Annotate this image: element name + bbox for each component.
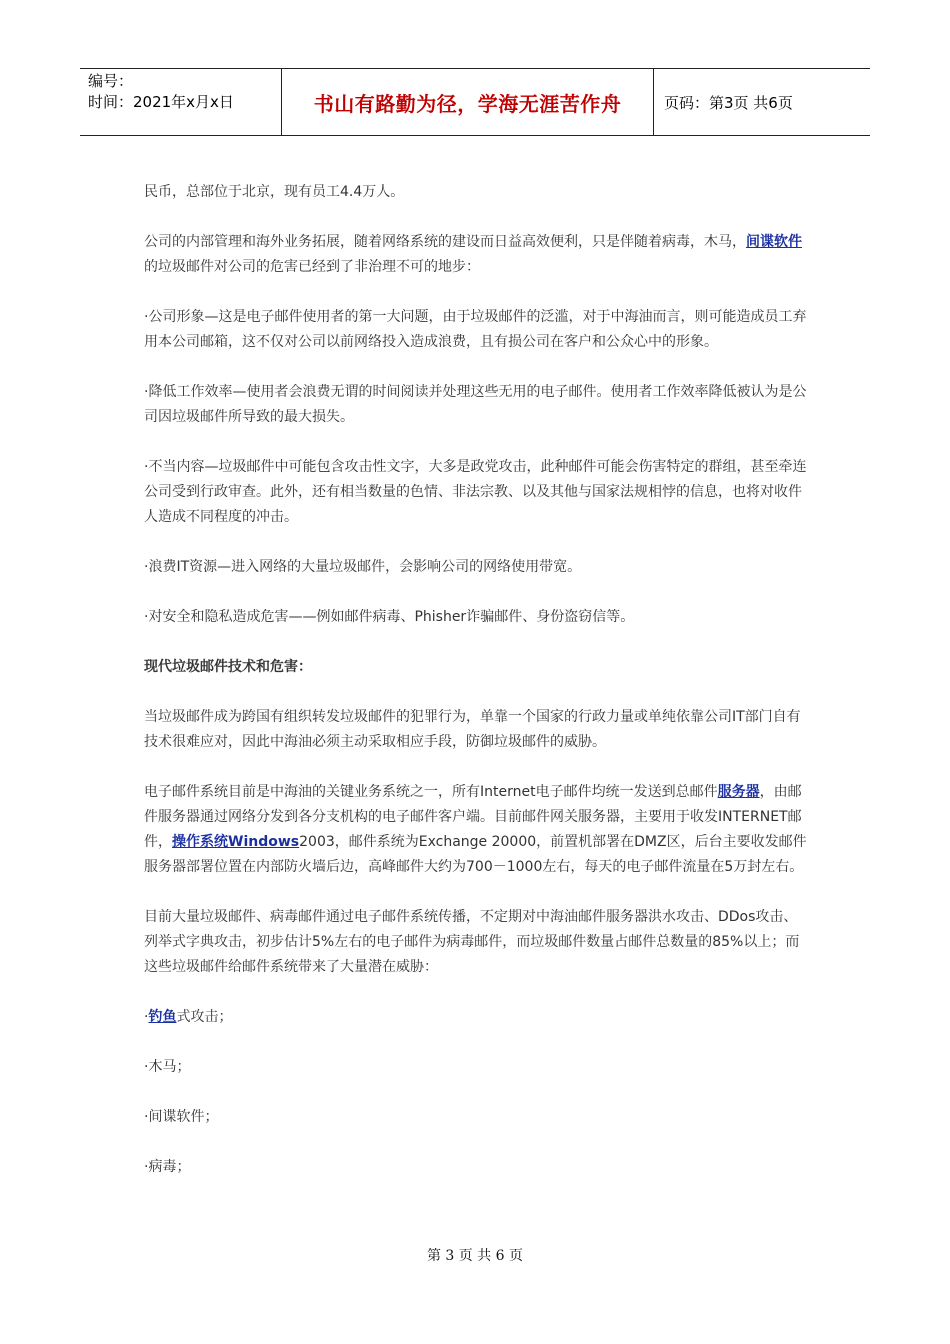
- time-label: 时间：2021年x月x日: [88, 93, 234, 111]
- bullet: ·: [144, 1009, 149, 1025]
- page-header: [80, 68, 870, 136]
- text: ，由邮件服务器通过网络分发到各分支机构的电子邮件客户端。目前邮件网关服务器，主要用于收发INTERNET邮件，: [144, 784, 802, 850]
- list-item: ·木马；: [144, 1059, 191, 1075]
- number-label: 编号：: [88, 72, 134, 90]
- list-item: ·病毒；: [144, 1159, 191, 1175]
- text: 的垃圾邮件对公司的危害已经到了非治理不可的地步：: [144, 259, 480, 275]
- spyware-link[interactable]: 间谍软件: [746, 234, 802, 250]
- document-body: [144, 180, 808, 1205]
- page-info: 页码：第3页 共6页: [664, 93, 793, 112]
- list-item: ·间谍软件；: [144, 1109, 219, 1125]
- server-link[interactable]: 服务器: [717, 784, 760, 800]
- paragraph: [144, 230, 808, 280]
- text: 公司的内部管理和海外业务拓展，随着网络系统的建设而日益高效便利，只是伴随着病毒，木马，: [144, 234, 746, 250]
- text: 电子邮件系统目前是中海油的关键业务系统之一，所有Internet电子邮件均统一发送到总邮件: [144, 784, 718, 800]
- header-meta: [80, 69, 282, 135]
- paragraph: ·对安全和隐私造成危害——例如邮件病毒、Phisher诈骗邮件、身份盗窃信等。: [144, 609, 635, 625]
- section-heading: 现代垃圾邮件技术和危害：: [144, 659, 312, 675]
- paragraph: ·不当内容—垃圾邮件中可能包含攻击性文字，大多是政党攻击，此种邮件可能会伤害特定的群组，甚至牵连公司受到行政审查。此外，还有相当数量的色情、非法宗教、以及其他与国家法规相悖的信息，也将对收件人造成不同程度的冲击。: [144, 459, 807, 525]
- paragraph: 民币，总部位于北京，现有员工4.4万人。: [144, 184, 405, 200]
- os-windows-link[interactable]: 操作系统Windows: [172, 834, 300, 850]
- text: 式攻击；: [176, 1009, 233, 1025]
- paragraph: ·公司形象—这是电子邮件使用者的第一大问题，由于垃圾邮件的泛滥，对于中海油而言，则可能造成员工弃用本公司邮箱，这不仅对公司以前网络投入造成浪费，且有损公司在客户和公众心中的形象。: [144, 309, 807, 350]
- footer-page-number: 第 3 页 共 6 页: [426, 1248, 524, 1264]
- phishing-link[interactable]: 钓鱼: [148, 1009, 177, 1025]
- paragraph: 目前大量垃圾邮件、病毒邮件通过电子邮件系统传播，不定期对中海油邮件服务器洪水攻击、DDos攻击、列举式字典攻击，初步估计5%左右的电子邮件为病毒邮件，而垃圾邮件数量占邮件总数量的85%以上；而这些垃圾邮件给邮件系统带来了大量潜在威胁：: [144, 909, 800, 975]
- page-footer: [0, 1245, 950, 1265]
- motto-text: 书山有路勤为径，学海无涯苦作舟: [313, 91, 622, 116]
- paragraph: ·浪费IT资源—进入网络的大量垃圾邮件，会影响公司的网络使用带宽。: [144, 559, 582, 575]
- paragraph: [144, 780, 808, 880]
- list-item: [144, 1005, 808, 1030]
- text: 2003，邮件系统为Exchange 20000，前置机部署在DMZ区，后台主要收发邮件服务器部署位置在内部防火墙后边，高峰邮件大约为700－1000左右，每天的电子邮件流量在5万封左右。: [144, 834, 807, 875]
- header-page-cell: [654, 69, 870, 135]
- paragraph: 当垃圾邮件成为跨国有组织转发垃圾邮件的犯罪行为，单靠一个国家的行政力量或单纯依靠公司IT部门自有技术很难应对，因此中海油必须主动采取相应手段，防御垃圾邮件的威胁。: [144, 709, 801, 750]
- paragraph: ·降低工作效率—使用者会浪费无谓的时间阅读并处理这些无用的电子邮件。使用者工作效率降低被认为是公司因垃圾邮件所导致的最大损失。: [144, 384, 807, 425]
- header-motto-cell: [282, 69, 654, 135]
